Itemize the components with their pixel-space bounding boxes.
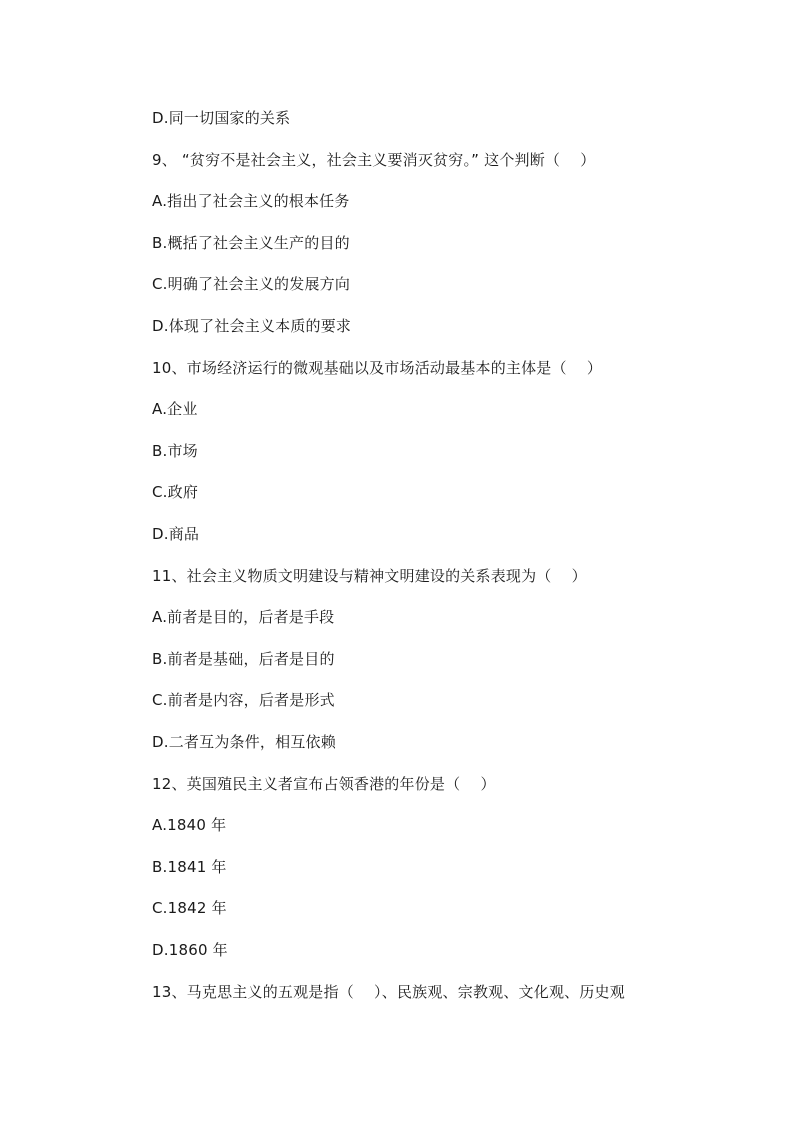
- option-a-q10: A.企业: [152, 400, 198, 418]
- question-11: 11、社会主义物质文明建设与精神文明建设的关系表现为（ ）: [152, 567, 587, 585]
- option-a-q11: A.前者是目的，后者是手段: [152, 608, 335, 626]
- option-d-q12: D.1860 年: [152, 941, 228, 959]
- option-b-q11: B.前者是基础，后者是目的: [152, 650, 335, 668]
- option-b-q12: B.1841 年: [152, 858, 227, 876]
- option-a-q9: A.指出了社会主义的根本任务: [152, 192, 350, 210]
- option-d-q8: D.同一切国家的关系: [152, 109, 291, 127]
- question-10: 10、市场经济运行的微观基础以及市场活动最基本的主体是（ ）: [152, 359, 603, 377]
- question-9: 9、 “贫穷不是社会主义，社会主义要消灭贫穷。” 这个判断（ ）: [152, 151, 596, 169]
- option-c-q10: C.政府: [152, 483, 199, 501]
- option-b-q10: B.市场: [152, 442, 198, 460]
- option-c-q12: C.1842 年: [152, 899, 227, 917]
- option-c-q11: C.前者是内容，后者是形式: [152, 691, 335, 709]
- question-13: 13、马克思主义的五观是指（ ）、民族观、宗教观、文化观、历史观: [152, 983, 625, 1001]
- option-d-q11: D.二者互为条件，相互依赖: [152, 733, 336, 751]
- option-c-q9: C.明确了社会主义的发展方向: [152, 275, 351, 293]
- option-b-q9: B.概括了社会主义生产的目的: [152, 234, 350, 252]
- option-d-q9: D.体现了社会主义本质的要求: [152, 317, 352, 335]
- option-a-q12: A.1840 年: [152, 816, 227, 834]
- option-d-q10: D.商品: [152, 525, 200, 543]
- question-12: 12、英国殖民主义者宣布占领香港的年份是（ ）: [152, 775, 496, 793]
